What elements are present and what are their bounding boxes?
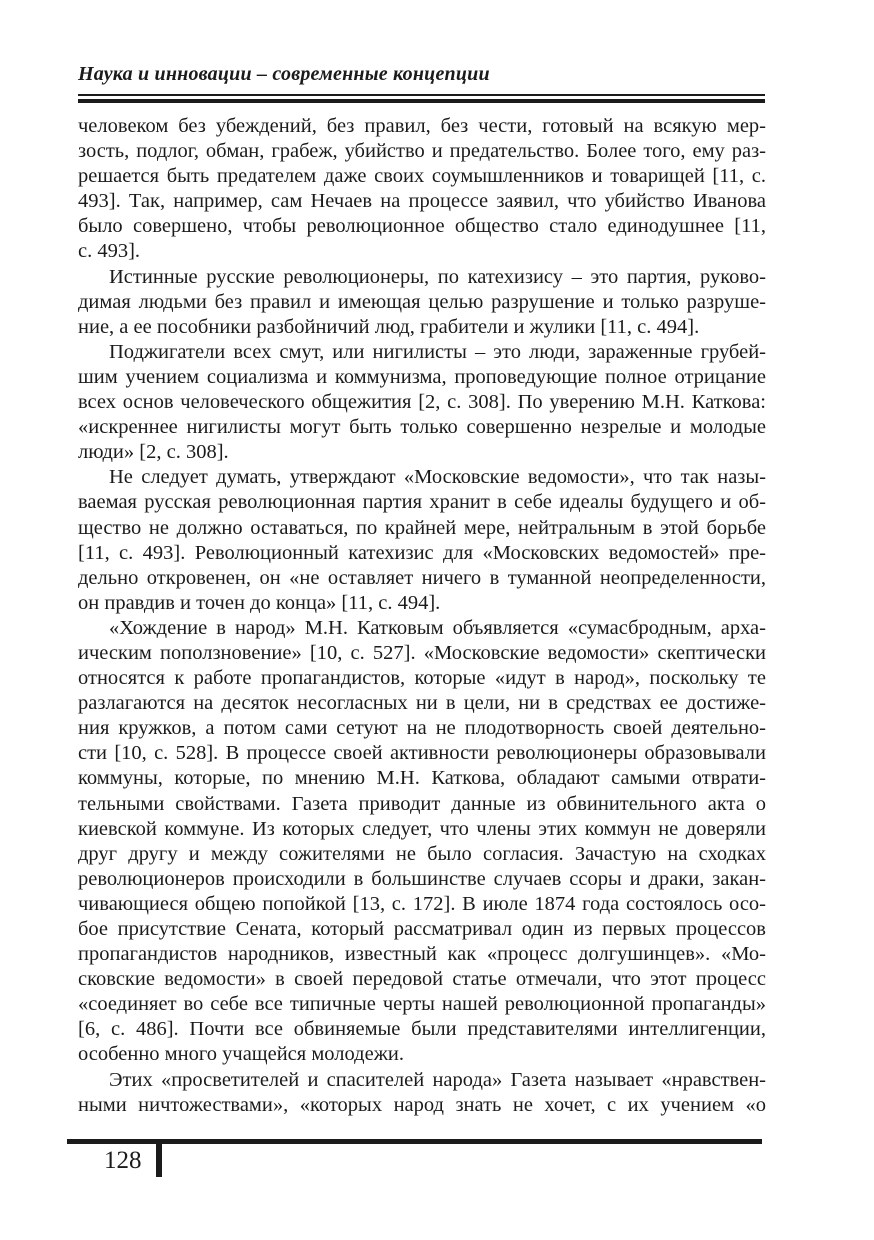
text-line: чивающиеся общею попойкой [13, с. 172]. В июле 1874 года состоялось осо- bbox=[78, 892, 766, 915]
text-line: пропагандистов народников, известный как «процесс долгушинцев». «Мо- bbox=[78, 943, 766, 966]
text-line: Не следует думать, утверждают «Московские ведомости», что так назы- bbox=[109, 466, 766, 489]
text-line: ическим поползновение» [10, с. 527]. «Московские ведомости» скептически bbox=[78, 641, 766, 664]
text-line: димая людьми без правил и имеющая целью разрушение и только разруше- bbox=[78, 290, 766, 313]
running-header bbox=[78, 63, 765, 103]
header-rule bbox=[78, 94, 765, 103]
text-line: бое присутствие Сената, который рассматривал один из первых процессов bbox=[78, 918, 766, 940]
text-line: решается быть предателем даже своих соумышленников и товарищей [11, с. bbox=[78, 165, 766, 188]
header-rule-thick-line bbox=[78, 99, 765, 103]
paragraph bbox=[78, 114, 766, 265]
text-line: Поджигатели всех смут, или нигилисты – это люди, зараженные грубей- bbox=[109, 340, 766, 363]
body-text bbox=[78, 114, 766, 1118]
text-line: разлагаются на десяток несогласных ни в цели, ни в средствах ее достиже- bbox=[78, 692, 766, 715]
text-line: «соединяет во себе все типичные черты нашей революционной пропаганды» bbox=[78, 993, 766, 1016]
text-line: всех основ человеческого общежития [2, с. 308]. По уверению М.Н. Каткова: bbox=[78, 391, 766, 414]
text-line: киевской коммуне. Из которых следует, что члены этих коммун не доверяли bbox=[78, 817, 766, 840]
text-line: революционеров происходили в большинстве случаев ссоры и драки, закан- bbox=[78, 867, 766, 890]
text-line: зость, подлог, обман, грабеж, убийство и предательство. Более того, ему раз- bbox=[78, 140, 766, 163]
text-line: шим учением социализма и коммунизма, проповедующие полное отрицание bbox=[78, 365, 766, 388]
text-line: относятся к работе пропагандистов, которые «идут в народ», поскольку те bbox=[78, 667, 766, 690]
footer-double-bar-mark bbox=[156, 1139, 162, 1177]
text-line: [6, с. 486]. Почти все обвиняемые были представителями интеллигенции, bbox=[78, 1018, 766, 1041]
text-line: «Хождение в народ» М.Н. Катковым объявляется «сумасбродным, арха- bbox=[109, 616, 766, 639]
text-line: было совершено, чтобы революционное общество стало единодушнее [11, bbox=[78, 215, 766, 238]
text-line: [11, с. 493]. Революционный катехизис для «Московских ведомостей» пре- bbox=[78, 541, 766, 564]
paragraph bbox=[78, 465, 766, 616]
text-line: друг другу и между сожителями не было согласия. Зачастую на сходках bbox=[78, 842, 766, 865]
text-line: он правдив и точен до конца» [11, с. 494]. bbox=[78, 591, 441, 614]
paragraph bbox=[78, 265, 766, 340]
paragraph bbox=[78, 340, 766, 465]
text-line: Этих «просветителей и спасителей народа» Газета называет «нравствен- bbox=[109, 1068, 766, 1091]
text-line: ние, а ее пособники разбойничий люд, грабители и жулики [11, с. 494]. bbox=[78, 315, 700, 338]
text-line: сковские ведомости» в своей передовой статье отмечали, что этот процесс bbox=[78, 968, 766, 991]
text-line: тельными свойствами. Газета приводит данные из обвинительного акта о bbox=[78, 792, 766, 815]
text-line: щество не должно оставаться, по крайней мере, нейтральным в этой борьбе bbox=[78, 516, 766, 539]
paragraph bbox=[78, 616, 766, 1068]
text-line: Истинные русские революционеры, по катехизису – это партия, руково- bbox=[109, 265, 766, 288]
text-line: человеком без убеждений, без правил, без чести, готовый на всякую мер- bbox=[78, 115, 766, 137]
text-line: ния кружков, а потом сами сетуют на не плодотворность своей деятельно- bbox=[78, 717, 766, 740]
text-line: коммуны, которые, по мнению М.Н. Каткова, обладают самыми отврати- bbox=[78, 767, 766, 790]
text-line: «искреннее нигилисты могут быть только совершенно незрелые и молодые bbox=[78, 416, 766, 439]
page-number: 128 bbox=[104, 1147, 142, 1174]
text-line: ными ничтожествами», «которых народ знать не хочет, с их учением «о bbox=[78, 1093, 766, 1116]
text-line: сти [10, с. 528]. В процессе своей активности революционеры образовывали bbox=[78, 742, 766, 765]
text-line: люди» [2, с. 308]. bbox=[78, 441, 229, 464]
paragraph bbox=[78, 1068, 766, 1118]
text-line: 493]. Так, например, сам Нечаев на процессе заявил, что убийство Иванова bbox=[78, 190, 766, 213]
text-line: дельно откровенен, он «не оставляет ничего в туманной неопределенности, bbox=[78, 566, 766, 589]
text-line: с. 493]. bbox=[78, 240, 141, 263]
text-line: особенно много учащейся молодежи. bbox=[78, 1043, 404, 1066]
footer-rule bbox=[67, 1139, 762, 1144]
header-title: Наука и инновации – современные концепции bbox=[78, 63, 490, 85]
text-line: ваемая русская революционная партия хранит в себе идеалы будущего и об- bbox=[78, 491, 766, 514]
